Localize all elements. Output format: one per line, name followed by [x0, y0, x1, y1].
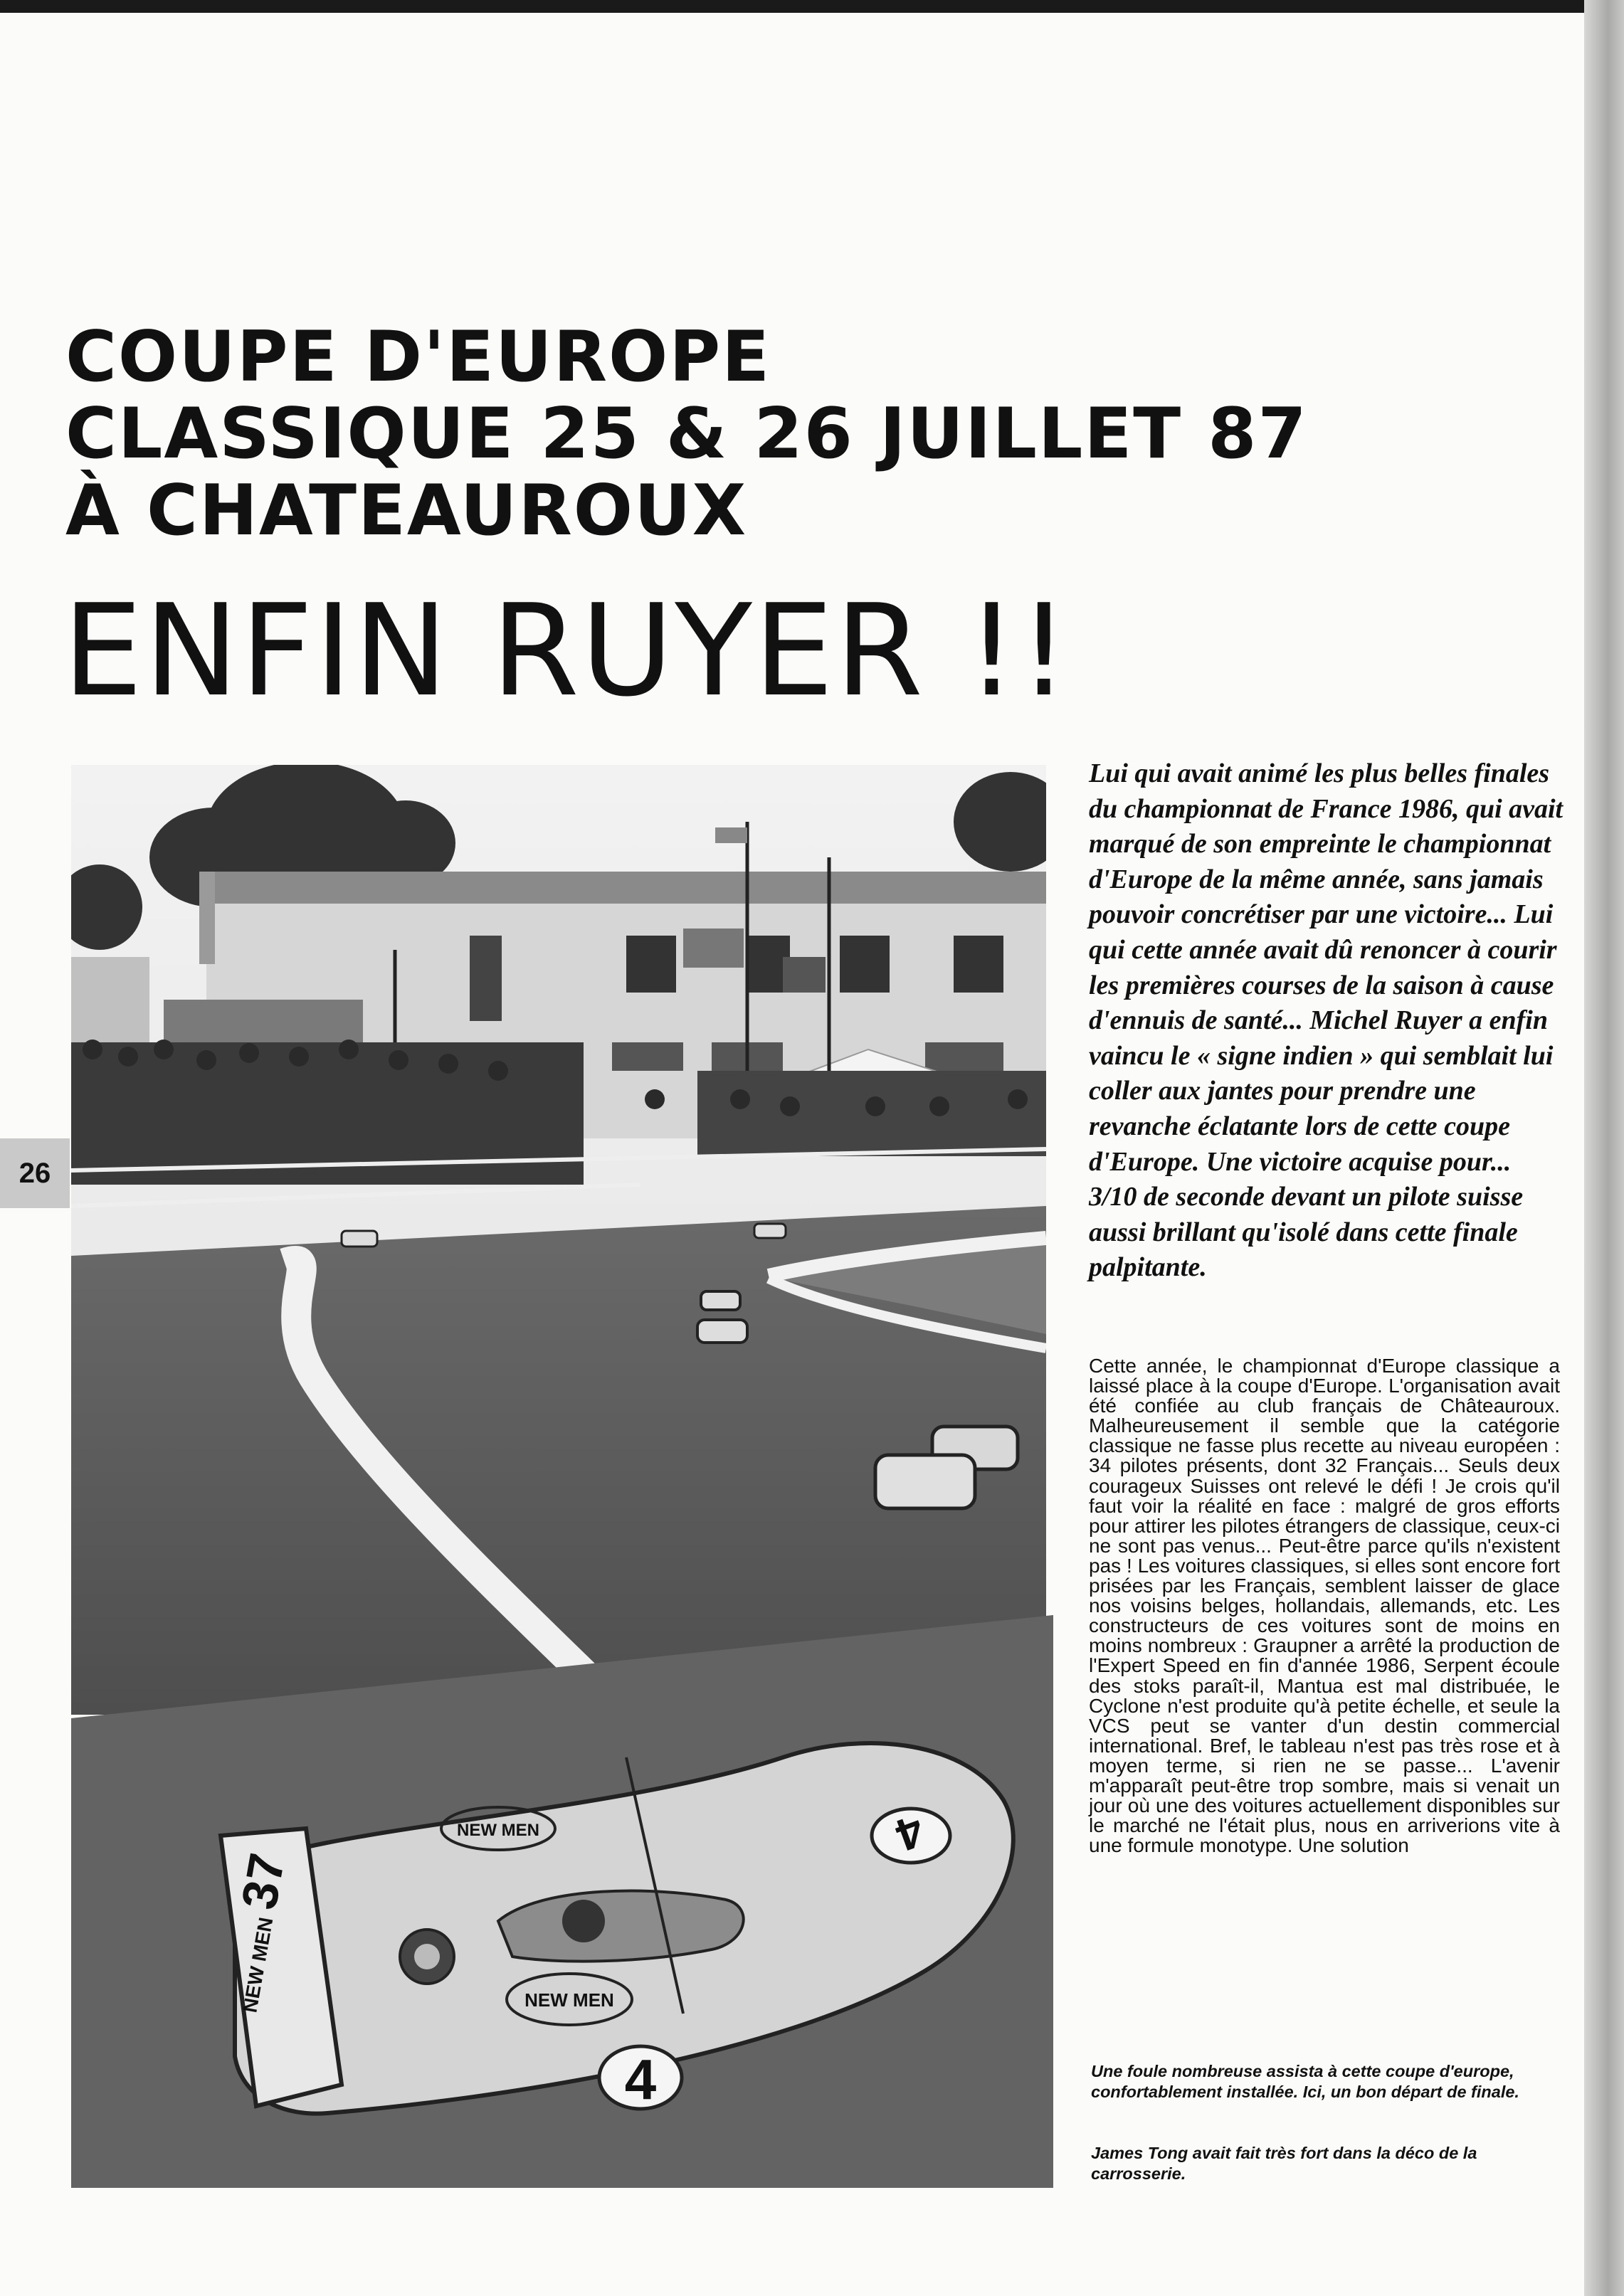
rear-wing-number: 37 — [231, 1849, 295, 1914]
top-edge-shadow — [0, 0, 1624, 13]
article-subheadline: ENFIN RUYER !! — [63, 577, 1071, 724]
page-binding-edge — [1584, 0, 1624, 2296]
page-number: 26 — [19, 1157, 51, 1189]
headline-line-1: COUPE D'EUROPE — [65, 317, 771, 398]
brand-logo-hood: NEW MEN — [524, 1989, 614, 2011]
photo-decorated-car — [71, 1615, 1053, 2188]
article-intro: Lui qui avait animé les plus belles finales du championnat de France 1986, qui avait marqué de son empreinte le championnat d'Europe de la même année, sans jamais pouvoir concrétiser par une victoire... Lui qui cette année avait dû renoncer à courir les premières courses de la saison à cause d'ennuis de santé... Michel Ruyer a enfin vaincu le « signe indien » qui semblait lui coller aux jantes pour prendre une revanche éclatante lors de cette coupe d'Europe. Une victoire acquise pour... 3/10 de seconde devant un pilote suisse aussi brillant qu'isolé dans cette finale palpitante. — [1089, 758, 1564, 1283]
photo-caption-crowd: Une foule nombreuse assista à cette coupe d'europe, confortablement installée. Ici, un bon départ de finale. — [1091, 2062, 1519, 2101]
photo-race-start — [71, 765, 1046, 1715]
page-number-tab — [0, 1138, 70, 1208]
article-headline — [65, 319, 1524, 549]
car-number-side: 4 — [889, 1804, 931, 1862]
headline-line-2: CLASSIQUE 25 & 26 JUILLET 87 — [65, 393, 1308, 475]
headline-line-3: À CHATEAUROUX — [65, 470, 748, 551]
car-number: 4 — [624, 2048, 657, 2111]
rear-wing-brand: NEW MEN — [238, 1915, 278, 2015]
photo-caption-car: James Tong avait fait très fort dans la déco de la carrosserie. — [1091, 2144, 1477, 2183]
article-body: Cette année, le championnat d'Europe classique a laissé place à la coupe d'Europe. L'organisation avait été confiée au club français de Châteauroux. Malheureusement il semble que la catégorie classique ne fasse plus recette au niveau européen : 34 pilotes présents, dont 32 Français... Seuls deux courageux Suisses ont relevé le défi ! Je crois qu'il faut voir la réalité en face : malgré de gros efforts pour attirer les pilotes étrangers de classique, ceux-ci ne sont pas venus... Peut-être parce qu'ils n'existent pas ! Les voitures classiques, si elles sont encore fort prisées par les Français, semblent laisser de glace nos voisins belges, hollandais, allemands, etc. Les constructeurs de ces voitures sont de moins en moins nombreux : Graupner a arrêté la production de l'Expert Speed en fin d'année 1986, Serpent écoule des stoks paraît-il, Mantua est mal distribuée, le Cyclone n'est produite qu'à petite échelle, et seule la VCS peut se vanter d'un destin commercial international. Bref, le tableau n'est pas très rose et à moyen terme, si rien ne se passe... L'avenir m'apparaît peut-être trop sombre, mais si venait un jour où une des voitures actuellement disponibles sur le marché ne l'était plus, nous en arriverions vite à une formule monotype. Une solution — [1089, 1355, 1560, 1857]
brand-logo-nose: NEW MEN — [457, 1821, 539, 1840]
